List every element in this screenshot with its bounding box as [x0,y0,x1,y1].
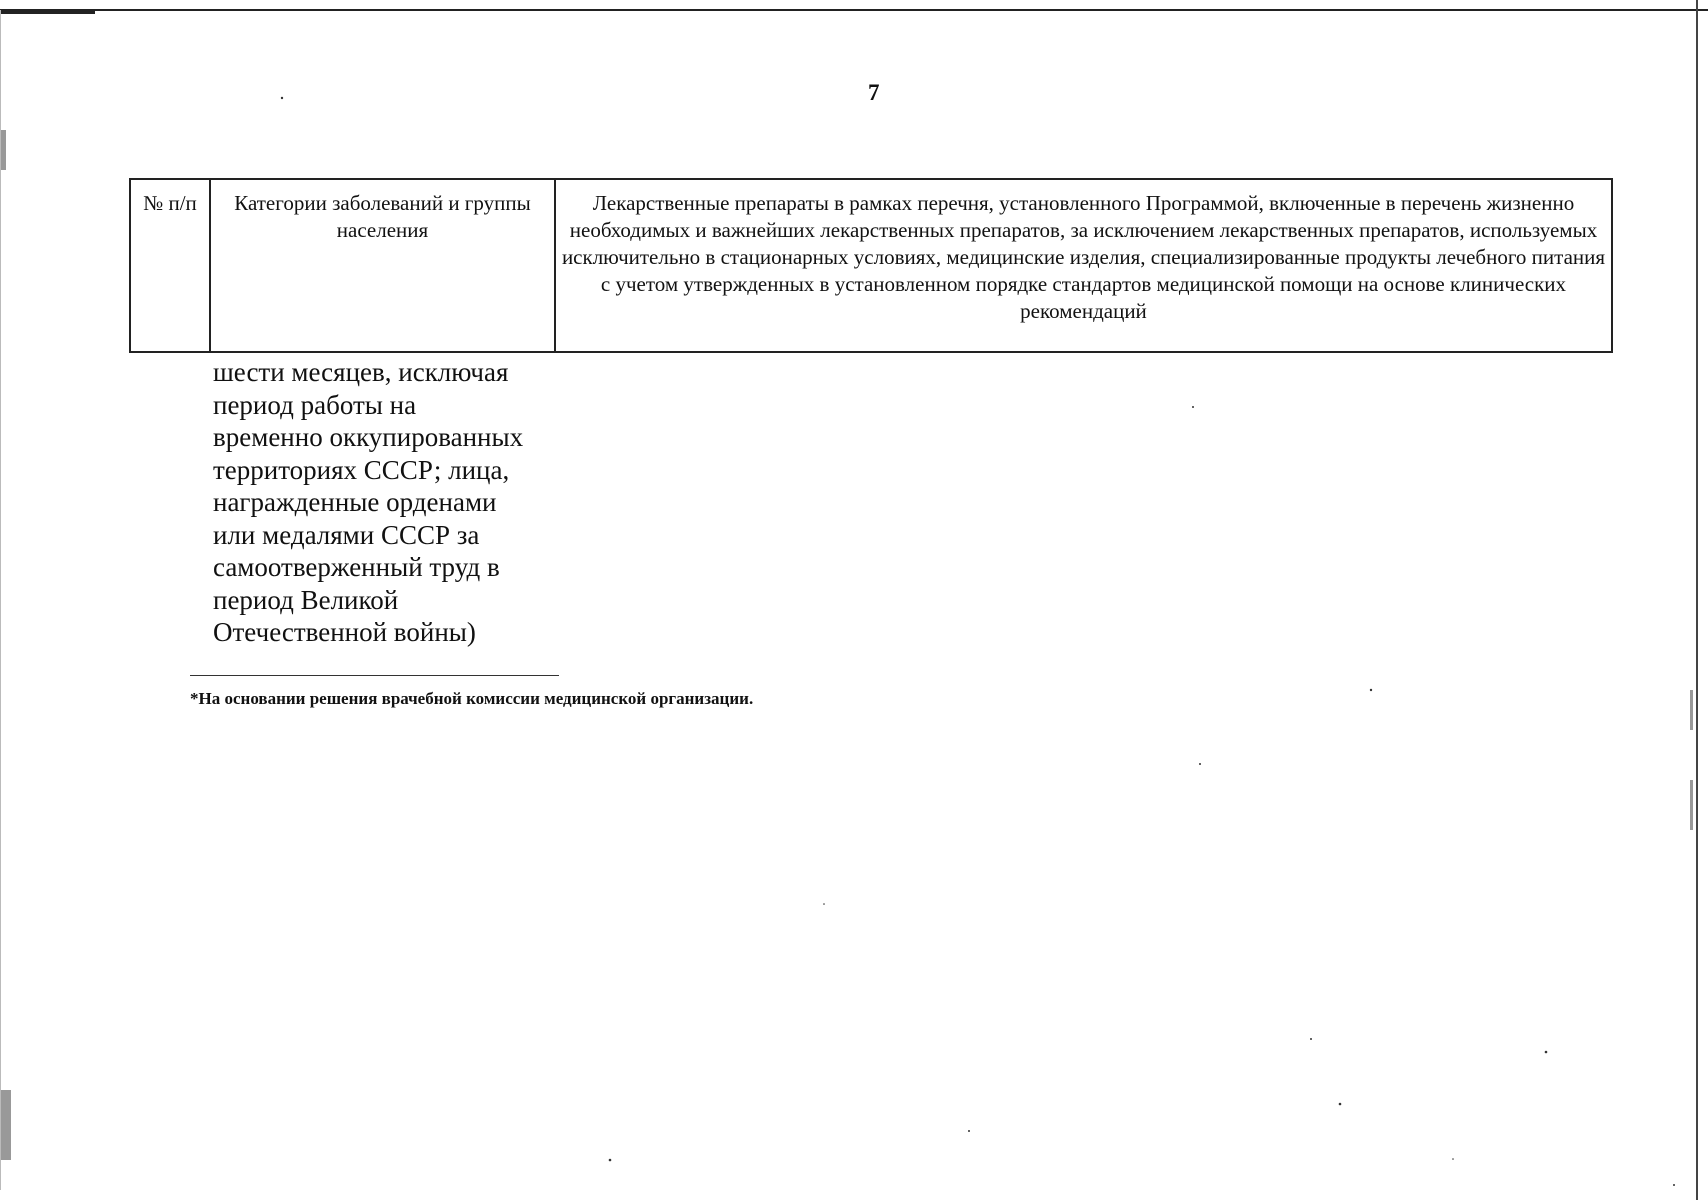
header-cell-number: № п/п [130,179,210,352]
category-continuation-text [213,356,553,649]
continuation-line: награжденные орденами [213,487,497,517]
continuation-line: шести месяцев, исключая [213,357,509,387]
continuation-line: самоотверженный труд в [213,552,500,582]
header-cell-drugs: Лекарственные препараты в рамках перечня, установленного Программой, включенные в перечень жизненно необходимых и важнейших лекарственных препаратов, за исключением лекарственных препаратов, используемых исключительно в стационарных условиях, медицинские изделия, специализированные продукты лечебного питания с учетом утвержденных в установленном порядке стандартов медицинской помощи на основе клинических рекомендаций [555,179,1612,352]
footnote: *На основании решения врачебной комиссии медицинской организации. [190,689,754,708]
continuation-line: или медалями СССР за [213,519,480,550]
page-number: 7 [868,80,880,105]
table-header [129,178,1613,353]
continuation-line: территориях СССР; лица, [213,454,510,485]
continuation-line: Отечественной войны) [213,617,476,647]
continuation-line: период работы на [213,389,417,420]
continuation-line: временно оккупированных [213,422,524,452]
header-cell-category: Категории заболеваний и группы населения [210,179,555,352]
footnote-separator [190,675,559,676]
continuation-line: период Великой [213,584,399,615]
